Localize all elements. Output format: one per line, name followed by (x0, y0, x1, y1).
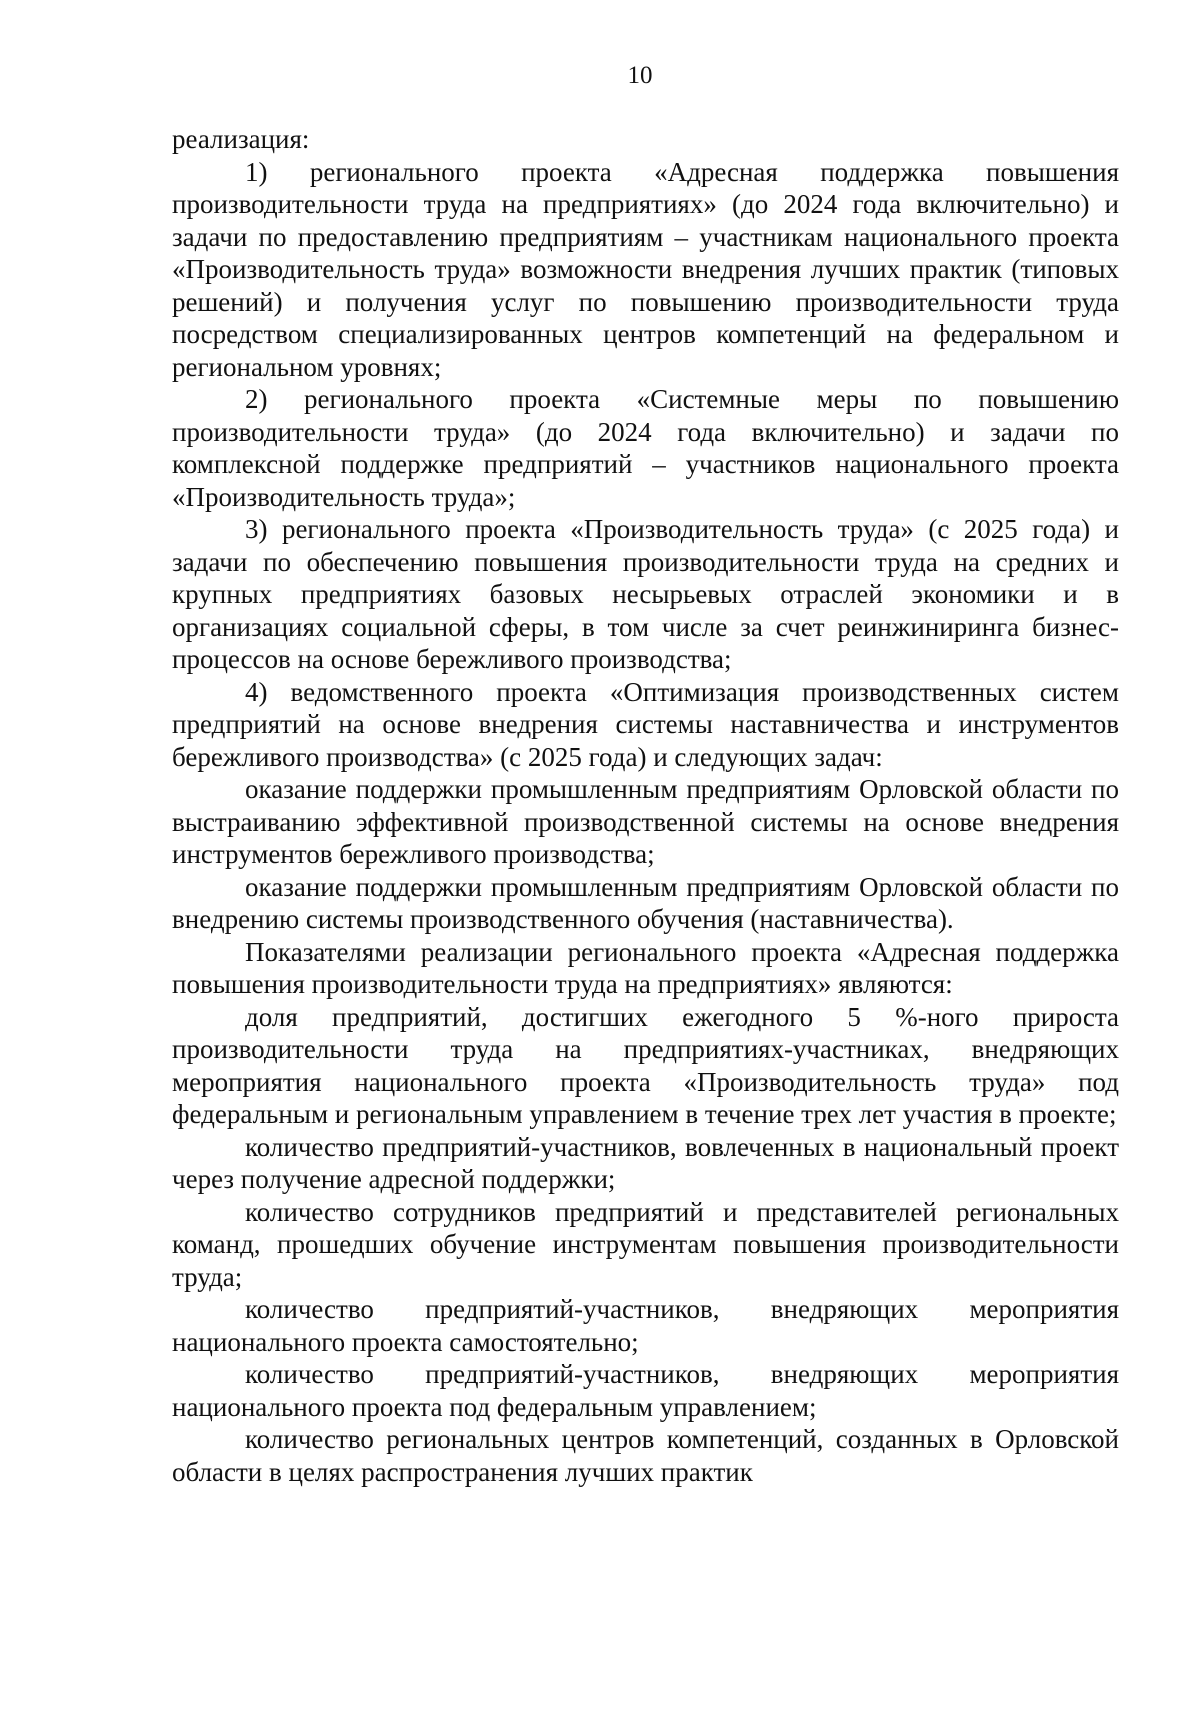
paragraph-indicators-intro: Показателями реализации регионального проекта «Адресная поддержка повышения производительности труда на предприятиях» являются: (172, 936, 1119, 999)
paragraph-indicator-4: количество предприятий-участников, внедряющих мероприятия национального проекта самостоятельно; (172, 1294, 1119, 1357)
paragraph-item-2: 2) регионального проекта «Системные меры по повышению производительности труда» (до 2024 года включительно) и задачи по комплексной поддержке предприятий – участников национального проекта «Производительность труда»; (172, 384, 1119, 512)
paragraph-item-3: 3) регионального проекта «Производительность труда» (с 2025 года) и задачи по обеспечению повышения производительности труда на средних и крупных предприятиях базовых несырьевых отраслей экономики и в организациях социальной сферы, в том числе за счет реинжиниринга бизнес-процессов на основе бережливого производства; (172, 514, 1119, 674)
paragraph-item-4: 4) ведомственного проекта «Оптимизация производственных систем предприятий на основе внедрения системы наставничества и инструментов бережливого производства» (с 2025 года) и следующих задач: (172, 676, 1119, 772)
document-body (172, 123, 1119, 1488)
paragraph-indicator-1: доля предприятий, достигших ежегодного 5 %-ного прироста производительности труда на предприятиях-участниках, внедряющих мероприятия национального проекта «Производительность труда» под федеральным и региональным управлением в течение трех лет участия в проекте; (172, 1001, 1119, 1129)
paragraph-indicator-2: количество предприятий-участников, вовлеченных в национальный проект через получение адресной поддержки; (172, 1131, 1119, 1194)
paragraph-item-1: 1) регионального проекта «Адресная поддержка повышения производительности труда на предприятиях» (до 2024 года включительно) и задачи по предоставлению предприятиям – участникам национального проекта «Производительность труда» возможности внедрения лучших практик (типовых решений) и получения услуг по повышению производительности труда посредством специализированных центров компетенций на федеральном и региональном уровнях; (172, 156, 1119, 382)
paragraph-intro: реализация: (172, 124, 310, 154)
page-number: 10 (627, 62, 653, 89)
paragraph-indicator-5: количество предприятий-участников, внедряющих мероприятия национального проекта под федеральным управлением; (172, 1359, 1119, 1422)
paragraph-task-1: оказание поддержки промышленным предприятиям Орловской области по выстраиванию эффективной производственной системы на основе внедрения инструментов бережливого производства; (172, 774, 1119, 869)
paragraph-indicator-3: количество сотрудников предприятий и представителей региональных команд, прошедших обучение инструментам повышения производительности труда; (172, 1196, 1119, 1292)
paragraph-task-2: оказание поддержки промышленным предприятиям Орловской области по внедрению системы производственного обучения (наставничества). (172, 871, 1119, 934)
paragraph-indicator-6: количество региональных центров компетенций, созданных в Орловской области в целях распространения лучших практик (172, 1424, 1119, 1487)
